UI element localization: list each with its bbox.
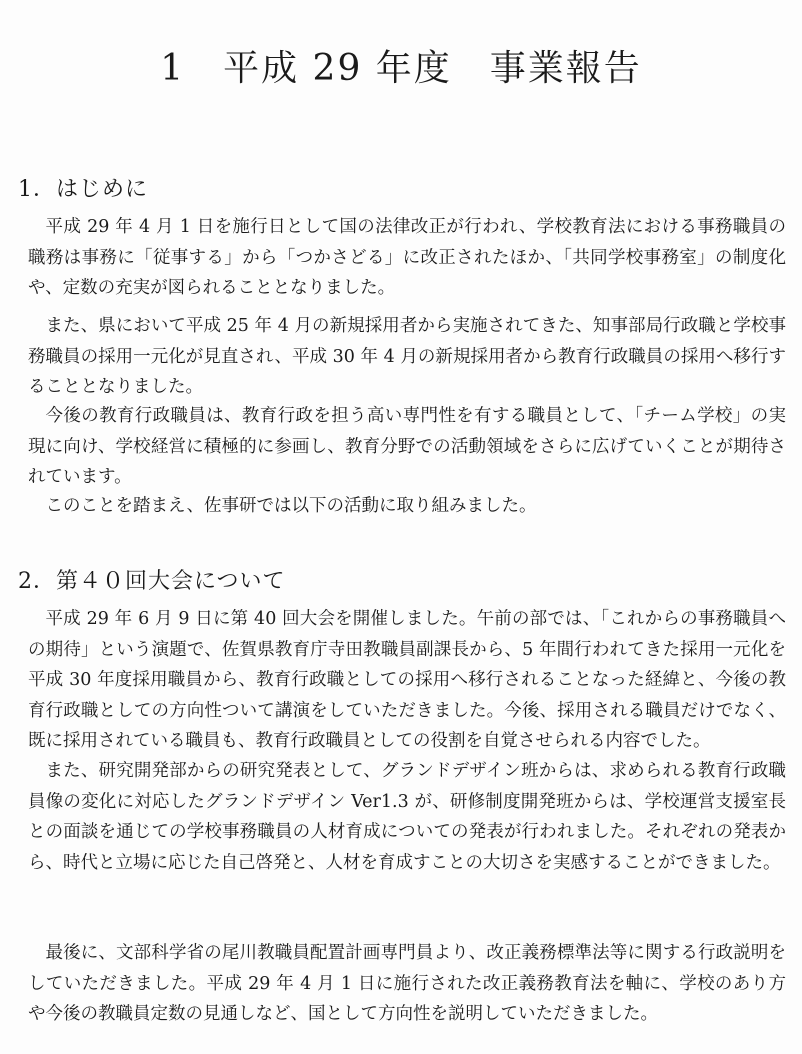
section-heading-introduction: 1．はじめに [18,177,148,202]
paragraph: また、研究開発部からの研究発表として、グランドデザイン班からは、求められる教育行政職員像の変化に対応したグランドデザイン Ver1.3 が、研修制度開発班からは、学校運営支援室長との面談を通じての学校事務職員の人材育成についての発表が行われました。それぞれの発表から、時代と立場に応じた自己啓発と、人材を育成すことの大切さを実感することができました。 [28,761,786,873]
page-title: 1 平成 29 年度 事業報告 [160,48,642,89]
paragraph: 今後の教育行政職員は、教育行政を担う高い専門性を有する職員として、「チーム学校」の実現に向け、学校経営に積極的に参画し、教育分野での活動領域をさらに広げていくことが期待されています。 [28,406,786,487]
paragraph: 平成 29 年 6 月 9 日に第 40 回大会を開催しました。午前の部では、「これからの事務職員への期待」という演題で、佐賀県教育庁寺田教職員副課長から、5 年間行われてきた採用一元化を平成 30 年度採用職員から、教育行政職としての採用へ移行されることなった経緯と、今後の教育行政職としての方向性ついて講演をしていただきました。今後、採用される職員だけでなく、既に採用されている職員も、教育行政職員としての役割を自覚させられる内容でした。 [28,609,786,751]
paragraph: また、県において平成 25 年 4 月の新規採用者から実施されてきた、知事部局行政職と学校事務職員の採用一元化が見直され、平成 30 年 4 月の新規採用者から教育行政職員の採用へ移行することとなりました。 [28,316,786,397]
section-heading-40th-convention: 2．第４０回大会について [18,569,286,594]
paragraph: 最後に、文部科学省の尾川教職員配置計画専門員より、改正義務標準法等に関する行政説明をしていただきました。平成 29 年 4 月 1 日に施行された改正義務教育法を軸に、学校のあり方や今後の教職員定数の見通しなど、国として方向性を説明していただきました。 [28,943,786,1024]
paragraph: 平成 29 年 4 月 1 日を施行日として国の法律改正が行われ、学校教育法における事務職員の職務は事務に「従事する」から「つかさどる」に改正されたほか、「共同学校事務室」の制度化や、定数の充実が図られることとなりました。 [28,217,786,298]
paragraph: このことを踏まえ、佐事研では以下の活動に取り組みました。 [45,496,537,516]
